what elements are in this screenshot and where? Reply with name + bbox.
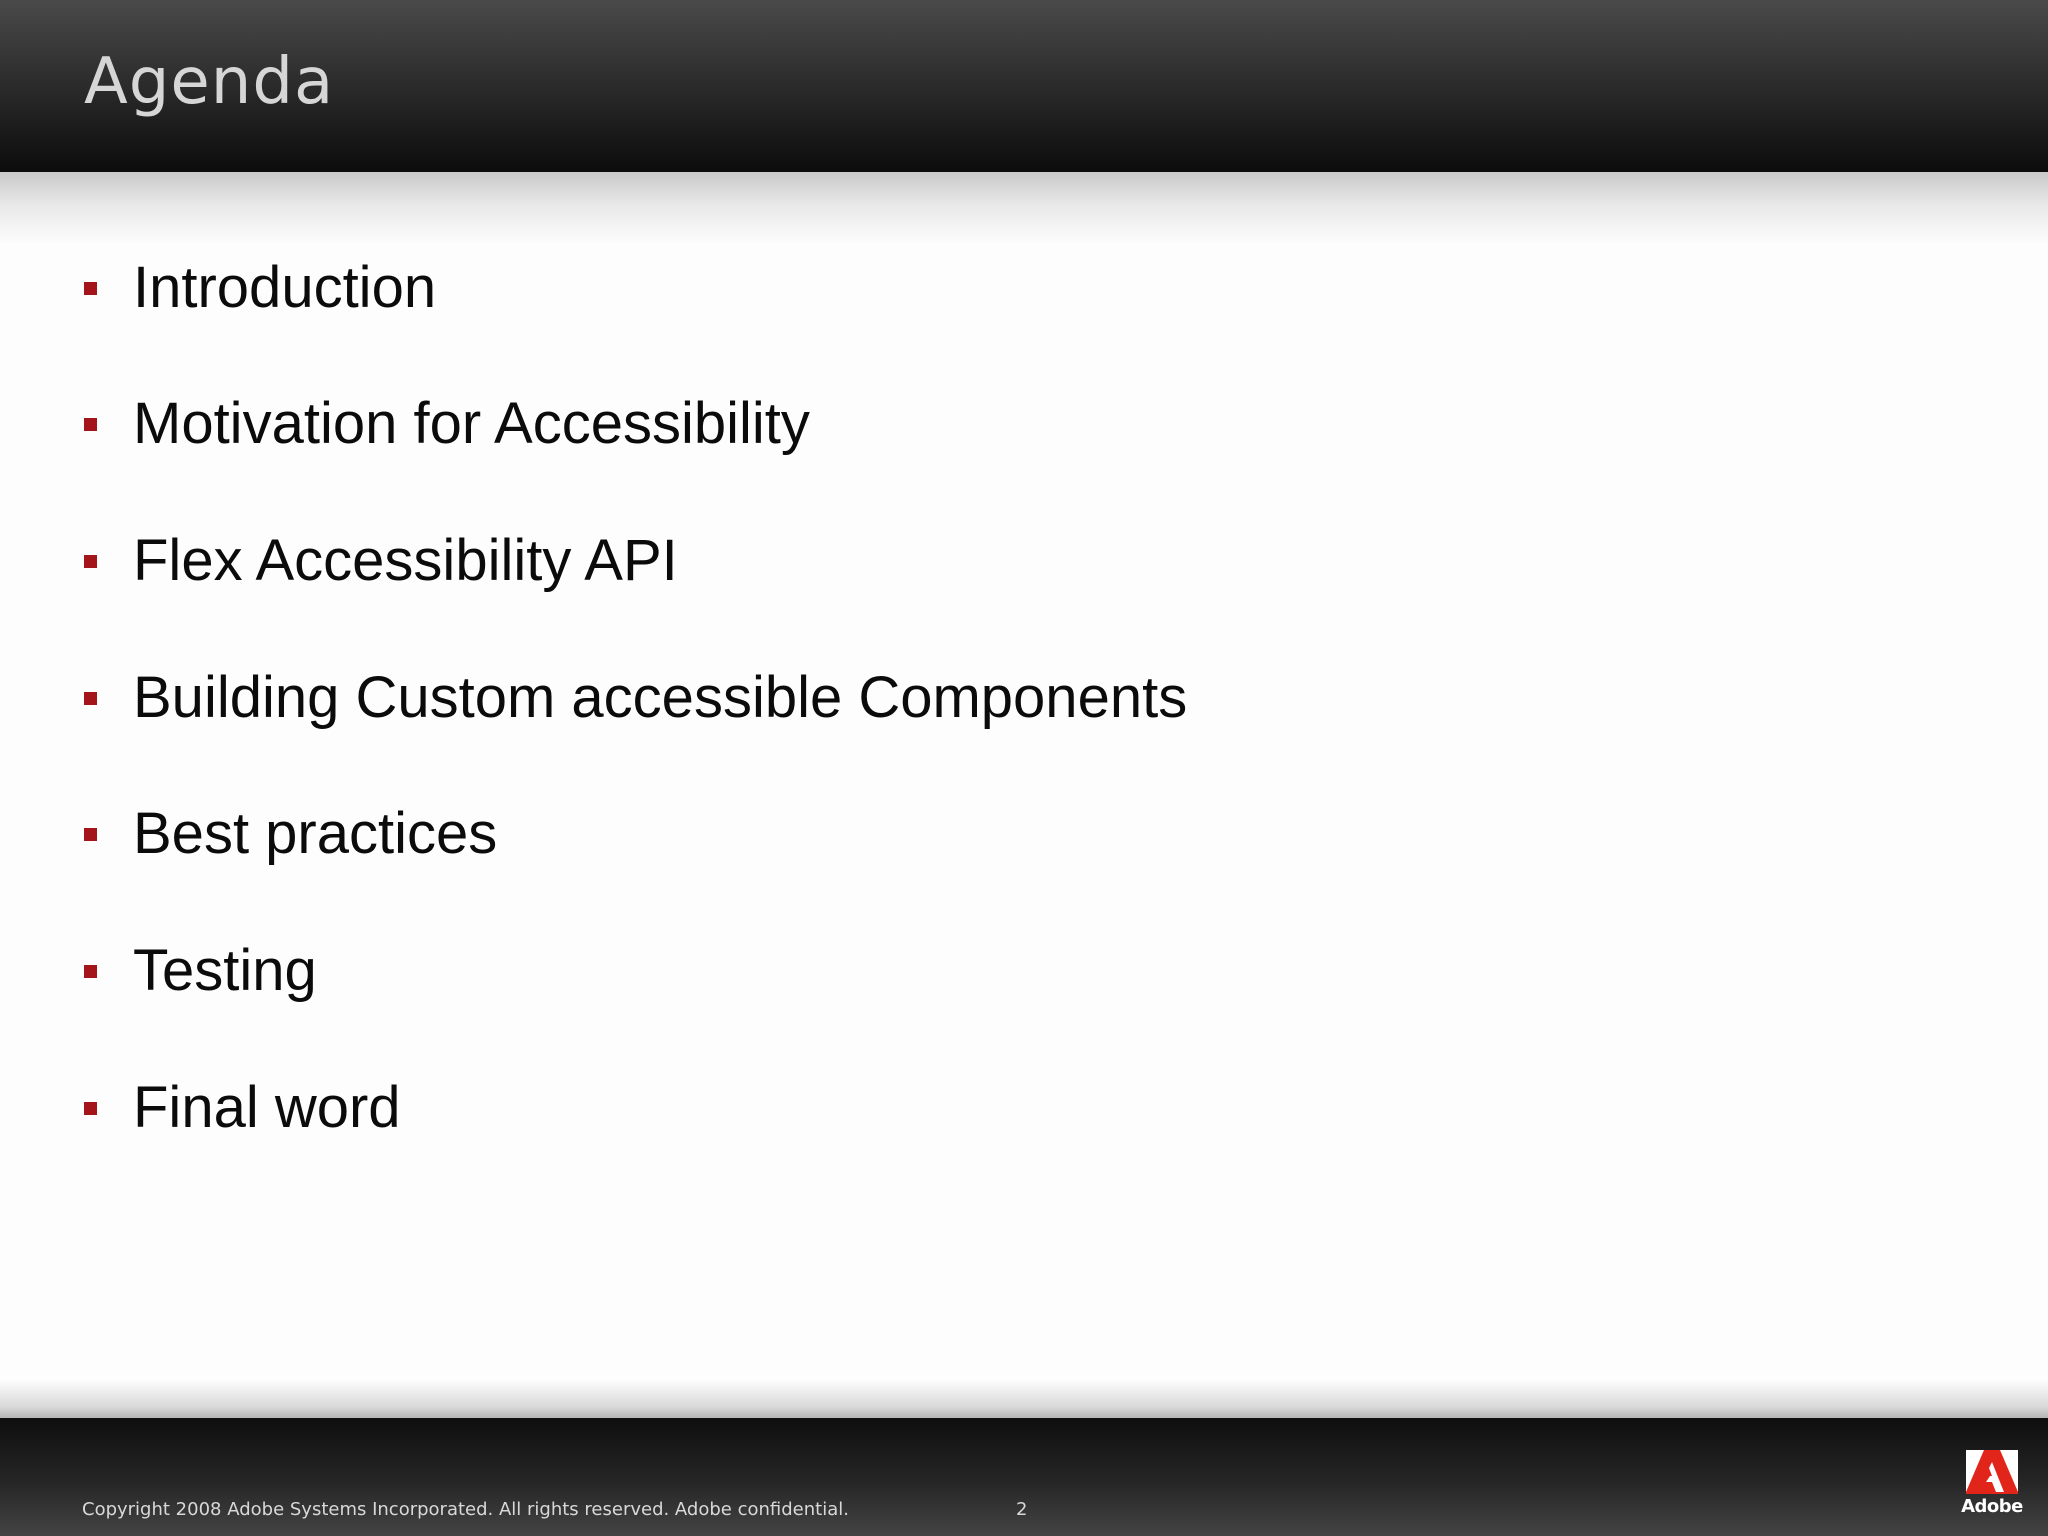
- agenda-item-label: Introduction: [133, 255, 437, 320]
- square-bullet-icon: [84, 418, 97, 431]
- slide-title: Agenda: [84, 45, 335, 119]
- footer-shadow: [0, 1380, 2048, 1418]
- page-number: 2: [1016, 1499, 1028, 1520]
- agenda-item-label: Testing: [133, 938, 317, 1003]
- agenda-item-label: Best practices: [133, 801, 498, 866]
- agenda-item: [84, 521, 678, 601]
- adobe-logo-label: Adobe: [1961, 1496, 2023, 1517]
- copyright-notice: Copyright 2008 Adobe Systems Incorporated. All rights reserved. Adobe confidential.: [82, 1499, 849, 1520]
- agenda-item: [84, 248, 436, 328]
- square-bullet-icon: [84, 1102, 97, 1115]
- square-bullet-icon: [84, 828, 97, 841]
- agenda-item: [84, 794, 497, 874]
- agenda-item-label: Final word: [133, 1075, 401, 1140]
- square-bullet-icon: [84, 965, 97, 978]
- agenda-item: [84, 1068, 401, 1148]
- agenda-item-label: Flex Accessibility API: [133, 528, 678, 593]
- square-bullet-icon: [84, 692, 97, 705]
- agenda-item-label: Motivation for Accessibility: [133, 391, 810, 456]
- square-bullet-icon: [84, 555, 97, 568]
- header-shadow: [0, 172, 2048, 244]
- slide-header: [0, 0, 2048, 172]
- square-bullet-icon: [84, 282, 97, 295]
- agenda-item: [84, 931, 317, 1011]
- agenda-item: [84, 384, 810, 464]
- agenda-item-label: Building Custom accessible Components: [133, 665, 1188, 730]
- agenda-item: [84, 658, 1187, 738]
